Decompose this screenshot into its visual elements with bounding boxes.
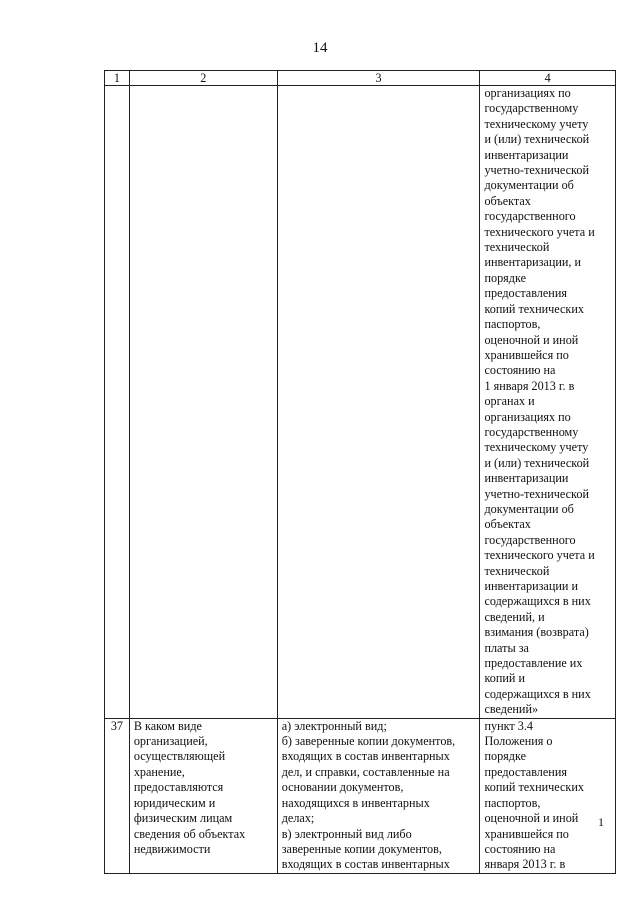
table-row (105, 86, 616, 719)
document-table (104, 70, 616, 874)
table-header-row (105, 71, 616, 86)
legal-basis-cell: пункт 3.4 Положения о порядке предоставления копий технических паспортов, оценочной и иной хранившейся по состоянию на января 2013 г. в (480, 718, 616, 873)
header-col-3: 3 (277, 71, 480, 86)
header-col-2: 2 (129, 71, 277, 86)
table-row (105, 718, 616, 873)
question-cell (129, 86, 277, 719)
header-col-4: 4 (480, 71, 616, 86)
question-cell: В каком виде организацией, осуществляющей хранение, предоставляются юридическим и физическим лицам сведения об объектах недвижимости (129, 718, 277, 873)
row-number: 37 (105, 718, 130, 873)
answer-options-cell (277, 86, 480, 719)
page-number: 14 (312, 40, 328, 56)
header-col-1: 1 (105, 71, 130, 86)
legal-basis-cell: организациях по государственному техническому учету и (или) технической инвентаризации учетно-технической документации об объектах государственного технического учета и технической инвентаризации, и порядке предоставления копий технических паспортов, оценочной и иной хранившейся по состоянию на 1 января 2013 г. в органах и организациях по государственному техническому учету и (или) технической инвентаризации учетно-технической документации об объектах государственного технического учета и технической инвентаризации и содержащихся в них сведений, и взимания (возврата) платы за предоставление их копий и содержащихся в них сведений» (480, 86, 616, 719)
margin-mark: 1 (598, 815, 604, 829)
row-number (105, 86, 130, 719)
answer-options-cell: а) электронный вид; б) заверенные копии документов, входящих в состав инвентарных дел, и справки, составленные на основании документов, находящихся в инвентарных делах; в) электронный вид либо заверенные копии документов, входящих в состав инвентарных (277, 718, 480, 873)
